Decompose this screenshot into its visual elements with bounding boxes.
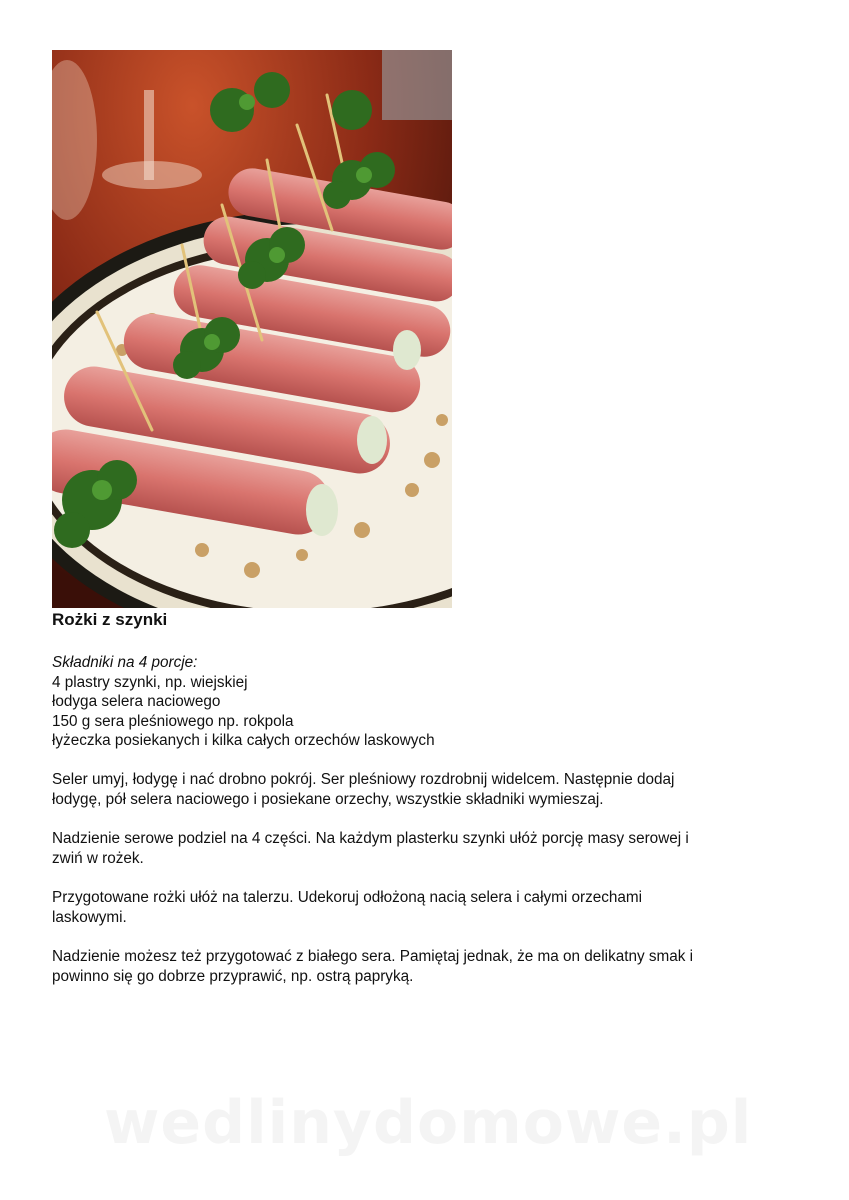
paragraph-line: zwiń w rożek. bbox=[52, 849, 144, 867]
site-watermark: wedlinydomowe.pl bbox=[104, 1088, 753, 1158]
recipe-title: Rożki z szynki bbox=[52, 610, 168, 629]
paragraph-line: powinno się go dobrze przyprawić, np. ostrą papryką. bbox=[52, 967, 414, 985]
ingredient-item: łodyga selera naciowego bbox=[52, 693, 221, 710]
instruction-paragraph bbox=[52, 829, 792, 868]
paragraph-line: Nadzienie możesz też przygotować z białego sera. Pamiętaj jednak, że ma on delikatny smak i bbox=[52, 948, 694, 965]
paragraph-line: łodygę, pół selera naciowego i posiekane orzechy, wszystkie składniki wymieszaj. bbox=[52, 790, 604, 808]
paragraph-line: Przygotowane rożki ułóż na talerzu. Udekoruj odłożoną nacią selera i całymi orzechami bbox=[52, 889, 643, 906]
instruction-paragraph bbox=[52, 770, 792, 809]
ingredient-item: łyżeczka posiekanych i kilka całych orzechów laskowych bbox=[52, 732, 435, 749]
paragraph-line: Nadzienie serowe podziel na 4 części. Na każdym plasterku szynki ułóż porcję masy serowej i bbox=[52, 830, 689, 847]
ingredients-section bbox=[52, 653, 792, 751]
recipe-photo bbox=[52, 50, 452, 608]
ingredients-heading: Składniki na 4 porcje: bbox=[52, 654, 198, 671]
paragraph-line: Seler umyj, łodygę i nać drobno pokrój. Ser pleśniowy rozdrobnij widelcem. Następnie dodaj bbox=[52, 771, 675, 788]
ingredient-item: 4 plastry szynki, np. wiejskiej bbox=[52, 673, 248, 691]
paragraph-line: laskowymi. bbox=[52, 908, 127, 926]
instruction-paragraph bbox=[52, 888, 792, 927]
instruction-paragraph bbox=[52, 947, 792, 986]
ingredient-item: 150 g sera pleśniowego np. rokpola bbox=[52, 712, 294, 730]
